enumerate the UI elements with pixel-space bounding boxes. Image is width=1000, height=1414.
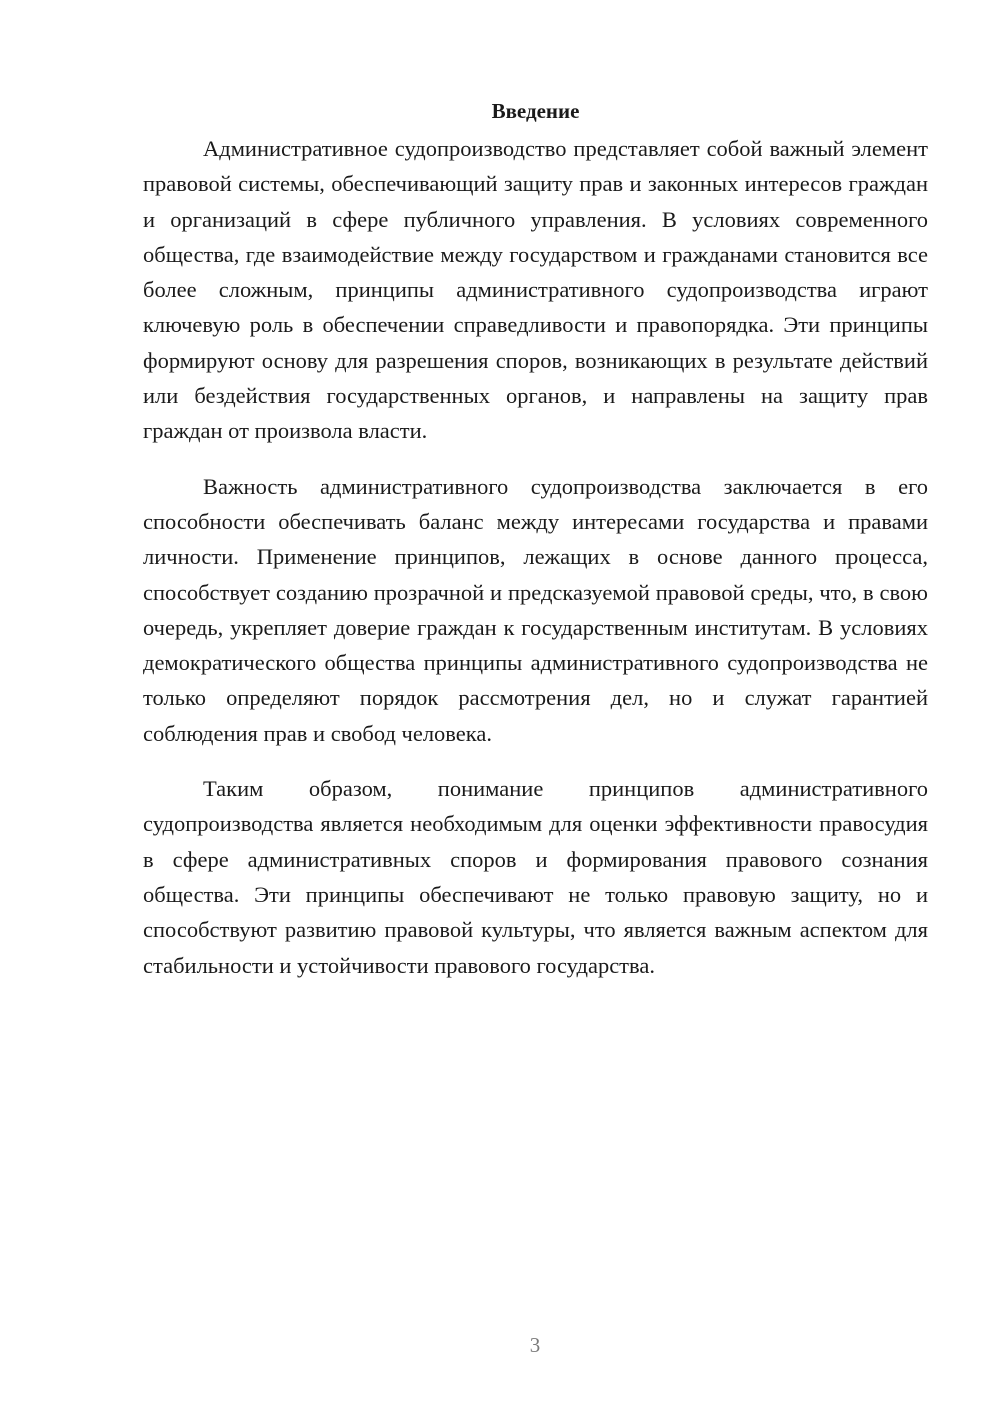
page-number: 3 [529,1333,541,1357]
section-heading: Введение [491,99,580,123]
paragraph-2: Важность административного судопроизводства заключается в его способности обеспечивать баланс между интересами государства и правами личности. Применение принципов, лежащих в основе данного процесса, способствует созданию прозрачной и предсказуемой правовой среды, что, в свою очередь, укрепляет доверие граждан к государственным институтам. В условиях демократического общества принципы административного судопроизводства не только определяют порядок рассмотрения дел, но и служат гарантией соблюдения прав и свобод человека. [143,473,928,746]
paragraph-1: Административное судопроизводство представляет собой важный элемент правовой системы, обеспечивающий защиту прав и законных интересов граждан и организаций в сфере публичного управления. В условиях современного общества, где взаимодействие между государством и гражданами становится все более сложным, принципы административного судопроизводства играют ключевую роль в обеспечении справедливости и правопорядка. Эти принципы формируют основу для разрешения споров, возникающих в результате действий или бездействия государственных органов, и направлены на защиту прав граждан от произвола власти. [143,136,928,444]
paragraph-3: Таким образом, понимание принципов административного судопроизводства является необходимым для оценки эффективности правосудия в сфере административных споров и формирования правового сознания общества. Эти принципы обеспечивают не только правовую защиту, но и способствуют развитию правовой культуры, что является важным аспектом для стабильности и устойчивости правового государства. [143,776,928,978]
page-content [143,95,928,1003]
